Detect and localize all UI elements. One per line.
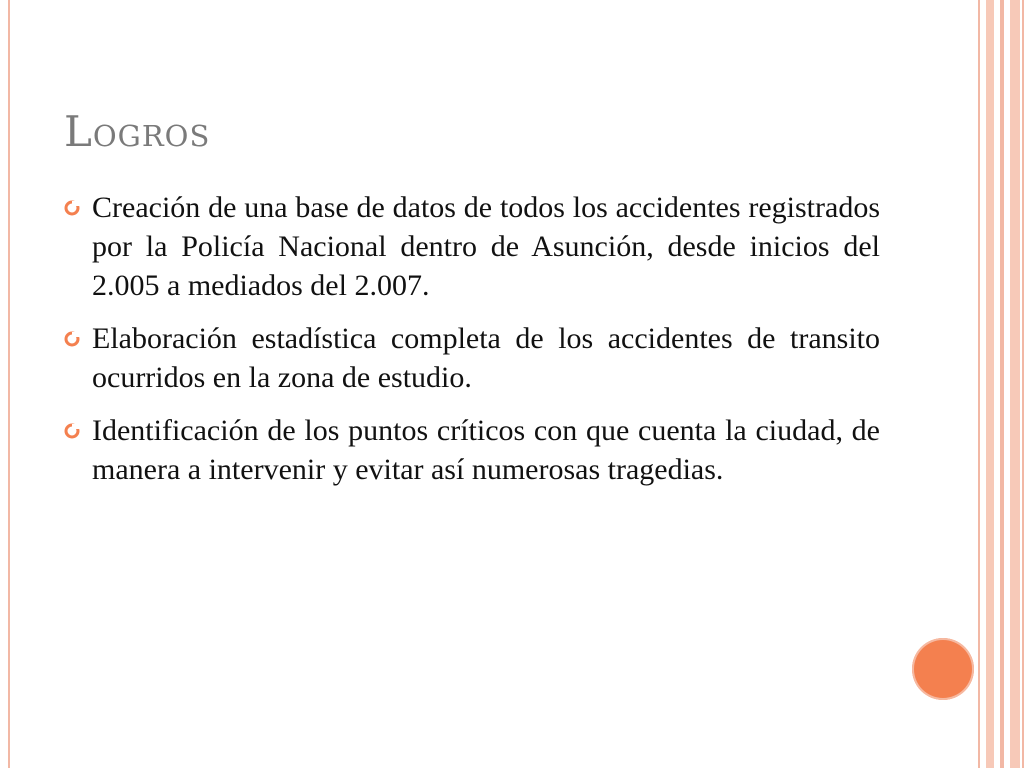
- stripe: [1000, 0, 1004, 768]
- bullet-list: [62, 188, 880, 503]
- bullet-text: Identificación de los puntos críticos con que cuenta la ciudad, de manera a intervenir y evitar así numerosas tragedias.: [92, 414, 880, 486]
- stripe: [986, 0, 994, 768]
- orange-ring-bullet-icon: [64, 200, 80, 216]
- bullet-text: Elaboración estadística completa de los accidentes de transito ocurridos en la zona de estudio.: [92, 322, 880, 394]
- slide-title: Logros: [64, 107, 211, 156]
- left-border-line: [8, 0, 10, 768]
- orange-ring-bullet-icon: [64, 331, 80, 347]
- list-item: [62, 319, 880, 397]
- bullet-text: Creación de una base de datos de todos los accidentes registrados por la Policía Nacional dentro de Asunción, desde inicios del 2.005 a mediados del 2.007.: [92, 191, 880, 302]
- list-item: [62, 188, 880, 305]
- decorative-circle: [912, 638, 974, 700]
- list-item: [62, 411, 880, 489]
- stripe: [1010, 0, 1020, 768]
- stripe: [978, 0, 980, 768]
- orange-ring-bullet-icon: [64, 423, 80, 439]
- right-decorative-stripes: [974, 0, 1024, 768]
